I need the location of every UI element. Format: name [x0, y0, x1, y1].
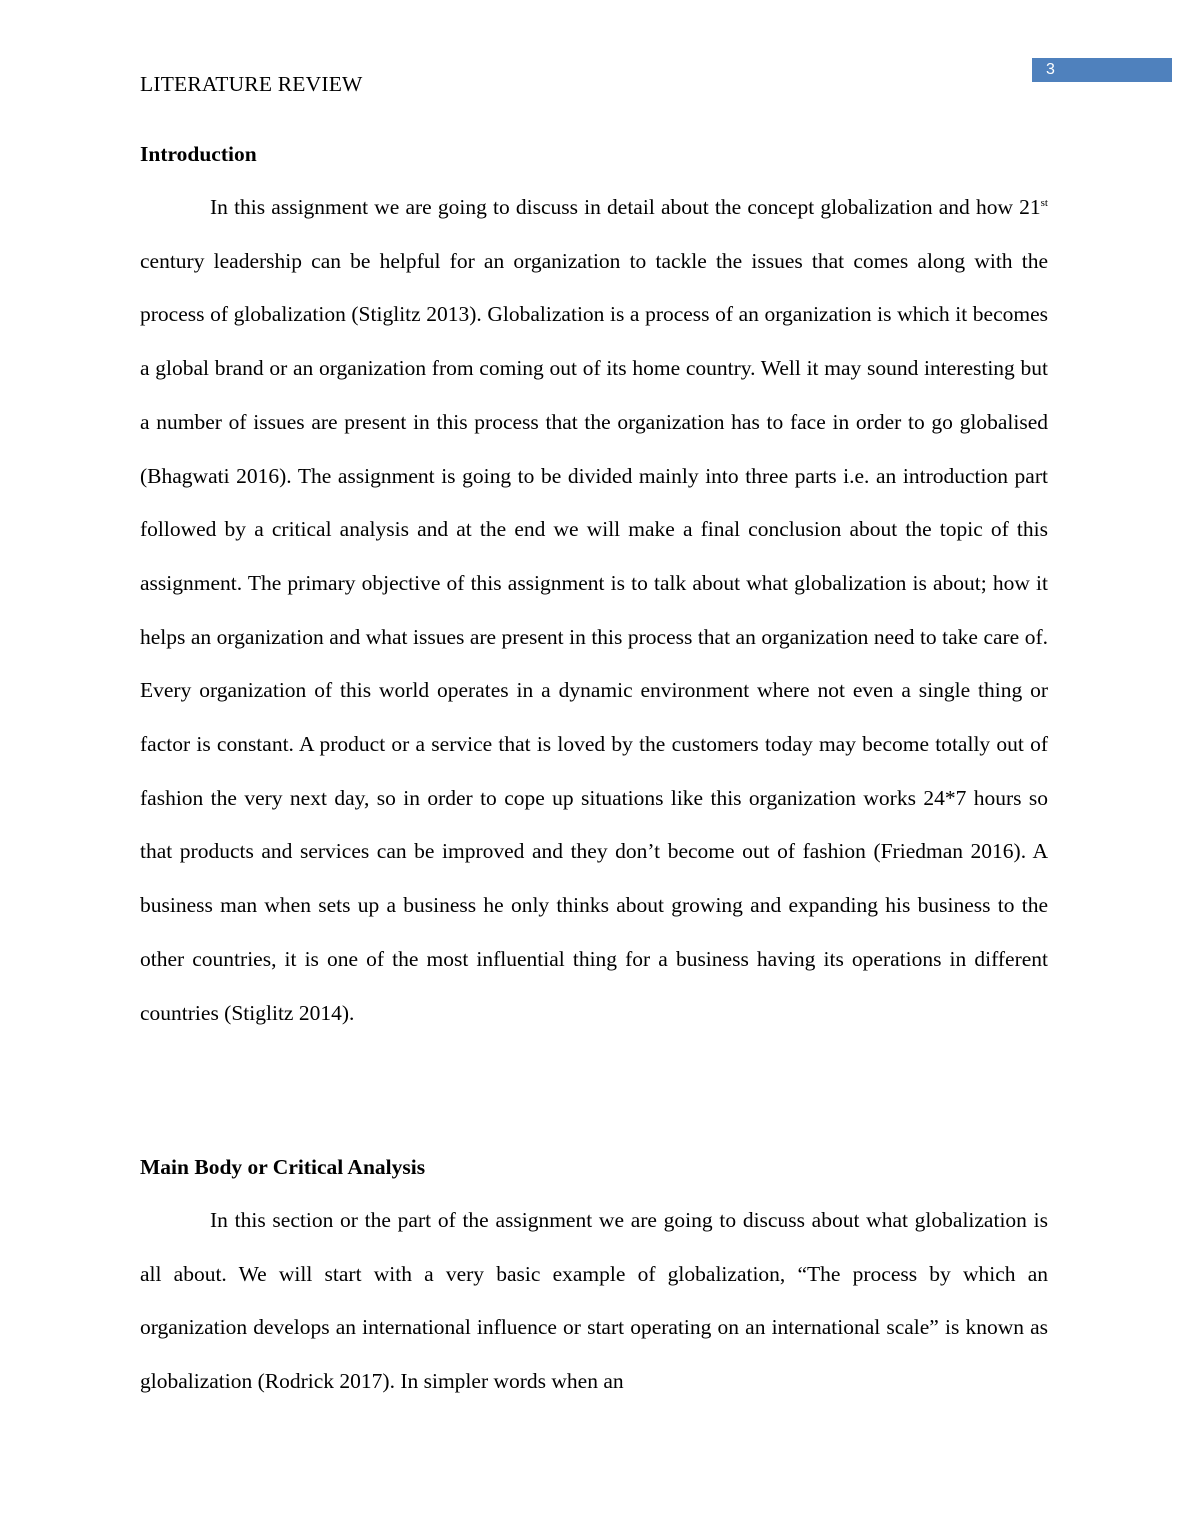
paragraph-introduction: In this assignment we are going to discuss in detail about the concept globalization and how 21st century leadership can be helpful for an organization to tackle the issues that comes along with the process of globalization (Stiglitz 2013). Globalization is a process of an organization is which it becomes a global brand or an organization from coming out of its home country. Well it may sound interesting but a number of issues are present in this process that the organization has to face in order to go globalised (Bhagwati 2016). The assignment is going to be divided mainly into three parts i.e. an introduction part followed by a critical analysis and at the end we will make a final conclusion about the topic of this assignment. The primary objective of this assignment is to talk about what globalization is about; how it helps an organization and what issues are present in this process that an organization need to take care of. Every organization of this world operates in a dynamic environment where not even a single thing or factor is constant. A product or a service that is loved by the customers today may become totally out of fashion the very next day, so in order to cope up situations like this organization works 24*7 hours so that products and services can be improved and they don’t become out of fashion (Friedman 2016). A business man when sets up a business he only thinks about growing and expanding his business to the other countries, it is one of the most influential thing for a business having its operations in different countries (Stiglitz 2014). [140, 195, 1048, 1025]
section-heading-main-body: Main Body or Critical Analysis [140, 1155, 426, 1179]
page-number: 3 [1032, 58, 1172, 82]
paragraph-main-body: In this section or the part of the assignment we are going to discuss about what globalization is all about. We will start with a very basic example of globalization, “The process by which an organization develops an international influence or start operating on an international scale” is known as globalization (Rodrick 2017). In simpler words when an [140, 1208, 1048, 1394]
section-heading-introduction: Introduction [140, 142, 257, 166]
ordinal-superscript: st [1040, 196, 1048, 209]
running-head: LITERATURE REVIEW [140, 72, 363, 96]
